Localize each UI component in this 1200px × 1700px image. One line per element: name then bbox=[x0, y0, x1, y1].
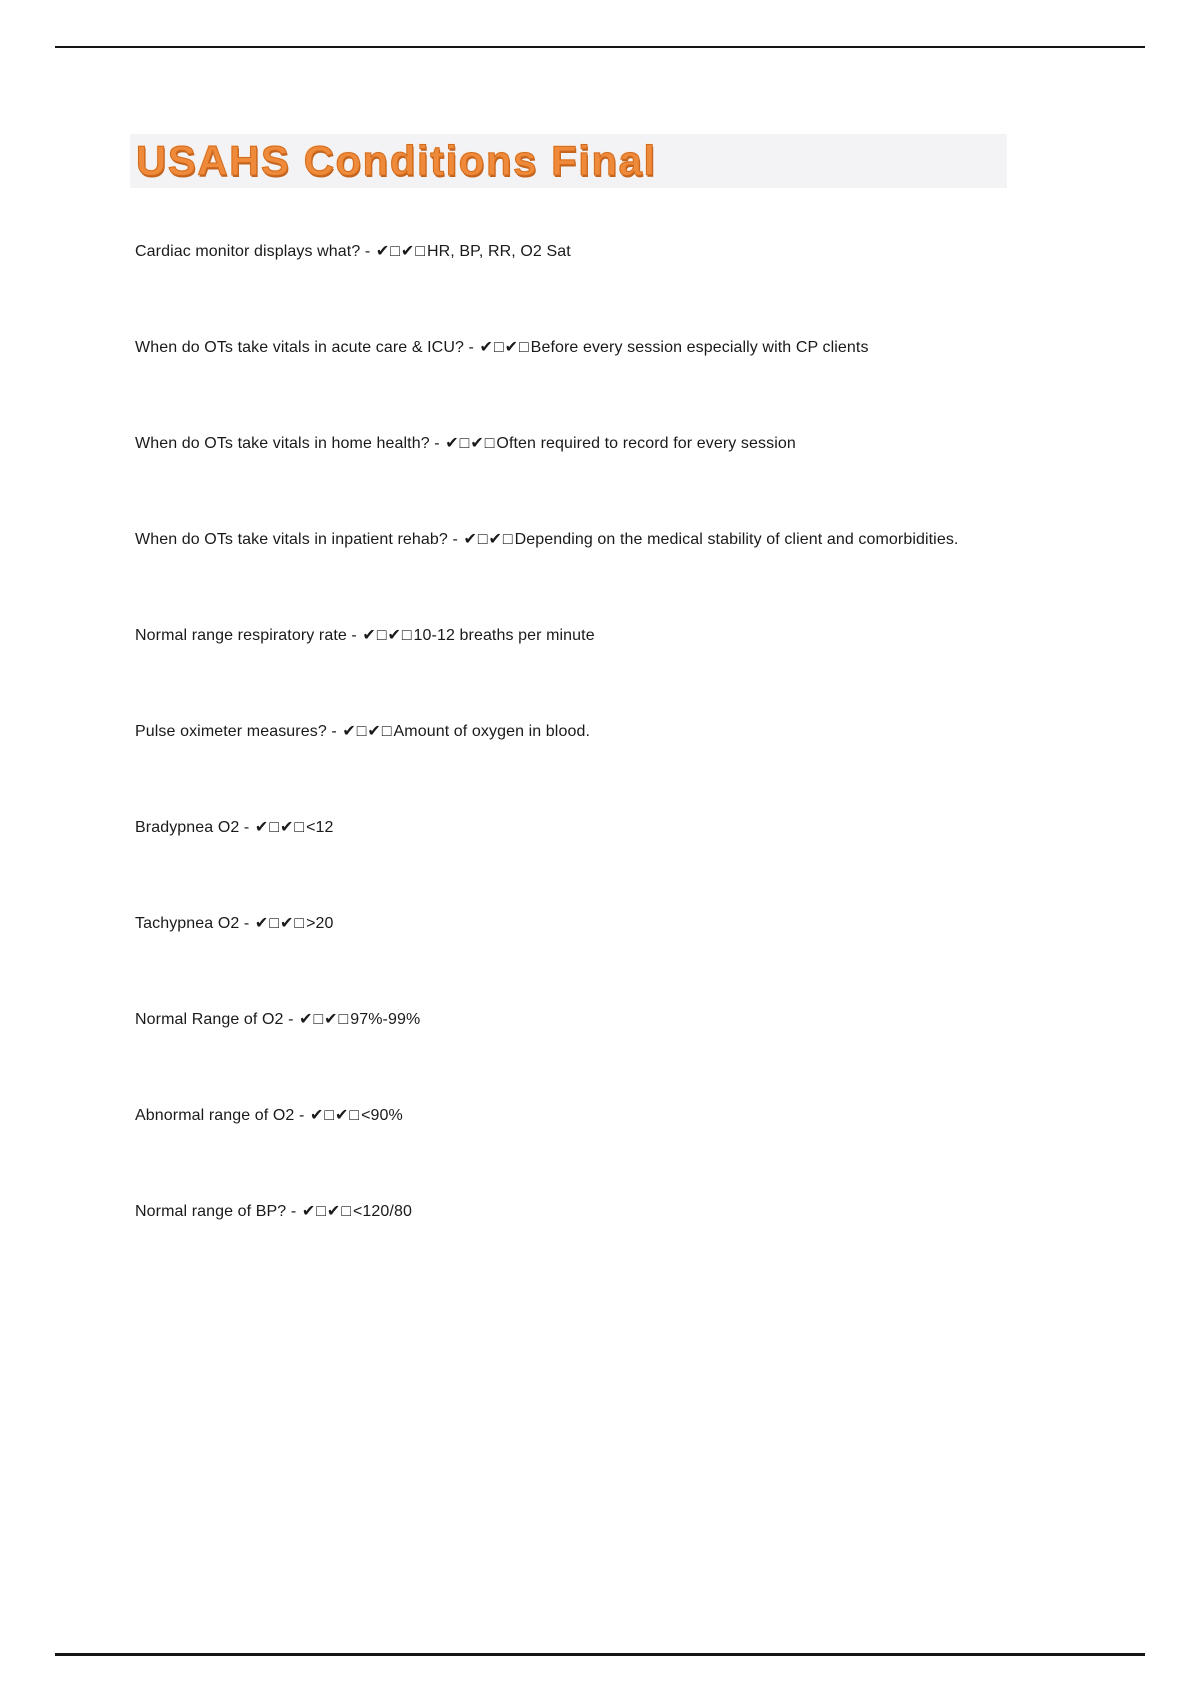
answer-text: <12 bbox=[306, 819, 334, 836]
answer-marker: ✔□✔□ bbox=[299, 1011, 350, 1028]
qa-item bbox=[135, 337, 1035, 359]
qa-item bbox=[135, 721, 1035, 743]
separator-text: - bbox=[294, 1107, 309, 1124]
question-text: Normal range of BP? bbox=[135, 1203, 287, 1220]
answer-marker: ✔□✔□ bbox=[445, 435, 496, 452]
qa-item bbox=[135, 1009, 1035, 1031]
qa-item bbox=[135, 433, 1035, 455]
answer-marker: ✔□✔□ bbox=[463, 531, 514, 548]
separator-text: - bbox=[239, 819, 254, 836]
answer-text: Depending on the medical stability of client and comorbidities. bbox=[514, 531, 959, 548]
separator-text: - bbox=[346, 627, 362, 644]
question-text: Pulse oximeter measures? bbox=[135, 723, 327, 740]
qa-item bbox=[135, 529, 1035, 551]
answer-text: <90% bbox=[361, 1107, 403, 1124]
answer-marker: ✔□✔□ bbox=[375, 243, 426, 260]
answer-text: HR, BP, RR, O2 Sat bbox=[427, 243, 571, 260]
separator-text: - bbox=[429, 435, 445, 452]
answer-text: Before every session especially with CP clients bbox=[530, 339, 869, 356]
answer-marker: ✔□✔□ bbox=[301, 1203, 352, 1220]
answer-marker: ✔□✔□ bbox=[342, 723, 393, 740]
answer-text: 10-12 breaths per minute bbox=[413, 627, 595, 644]
qa-item bbox=[135, 817, 1035, 839]
question-text: Cardiac monitor displays what? bbox=[135, 243, 361, 260]
title-banner bbox=[130, 134, 1007, 188]
answer-text: Often required to record for every session bbox=[496, 435, 796, 452]
separator-text: - bbox=[326, 723, 342, 740]
answer-marker: ✔□✔□ bbox=[254, 915, 306, 932]
answer-text: 97%-99% bbox=[350, 1011, 421, 1028]
separator-text: - bbox=[239, 915, 254, 932]
qa-item bbox=[135, 1105, 1035, 1127]
question-text: When do OTs take vitals in acute care & ICU? bbox=[135, 339, 464, 356]
question-text: Bradypnea O2 bbox=[135, 819, 240, 836]
answer-text: Amount of oxygen in blood. bbox=[393, 723, 591, 740]
question-text: Abnormal range of O2 bbox=[135, 1107, 295, 1124]
question-text: When do OTs take vitals in home health? bbox=[135, 435, 430, 452]
question-text: Normal Range of O2 bbox=[135, 1011, 284, 1028]
question-text: Tachypnea O2 bbox=[135, 915, 240, 932]
bottom-rule-line bbox=[55, 1653, 1145, 1656]
qa-item bbox=[135, 625, 1035, 647]
qa-item bbox=[135, 1201, 1035, 1223]
answer-marker: ✔□✔□ bbox=[362, 627, 413, 644]
answer-marker: ✔□✔□ bbox=[309, 1107, 361, 1124]
qa-item bbox=[135, 241, 1035, 263]
answer-text: >20 bbox=[306, 915, 334, 932]
answer-marker: ✔□✔□ bbox=[254, 819, 306, 836]
question-text: When do OTs take vitals in inpatient rehab? bbox=[135, 531, 448, 548]
page-title: USAHS Conditions Final bbox=[136, 137, 657, 184]
top-rule-line bbox=[55, 46, 1145, 48]
separator-text: - bbox=[464, 339, 479, 356]
answer-text: <120/80 bbox=[352, 1203, 412, 1220]
qa-list bbox=[135, 241, 1035, 1297]
qa-item bbox=[135, 913, 1035, 935]
question-text: Normal range respiratory rate bbox=[135, 627, 347, 644]
separator-text: - bbox=[286, 1203, 301, 1220]
separator-text: - bbox=[283, 1011, 299, 1028]
separator-text: - bbox=[360, 243, 375, 260]
separator-text: - bbox=[447, 531, 463, 548]
answer-marker: ✔□✔□ bbox=[479, 339, 530, 356]
